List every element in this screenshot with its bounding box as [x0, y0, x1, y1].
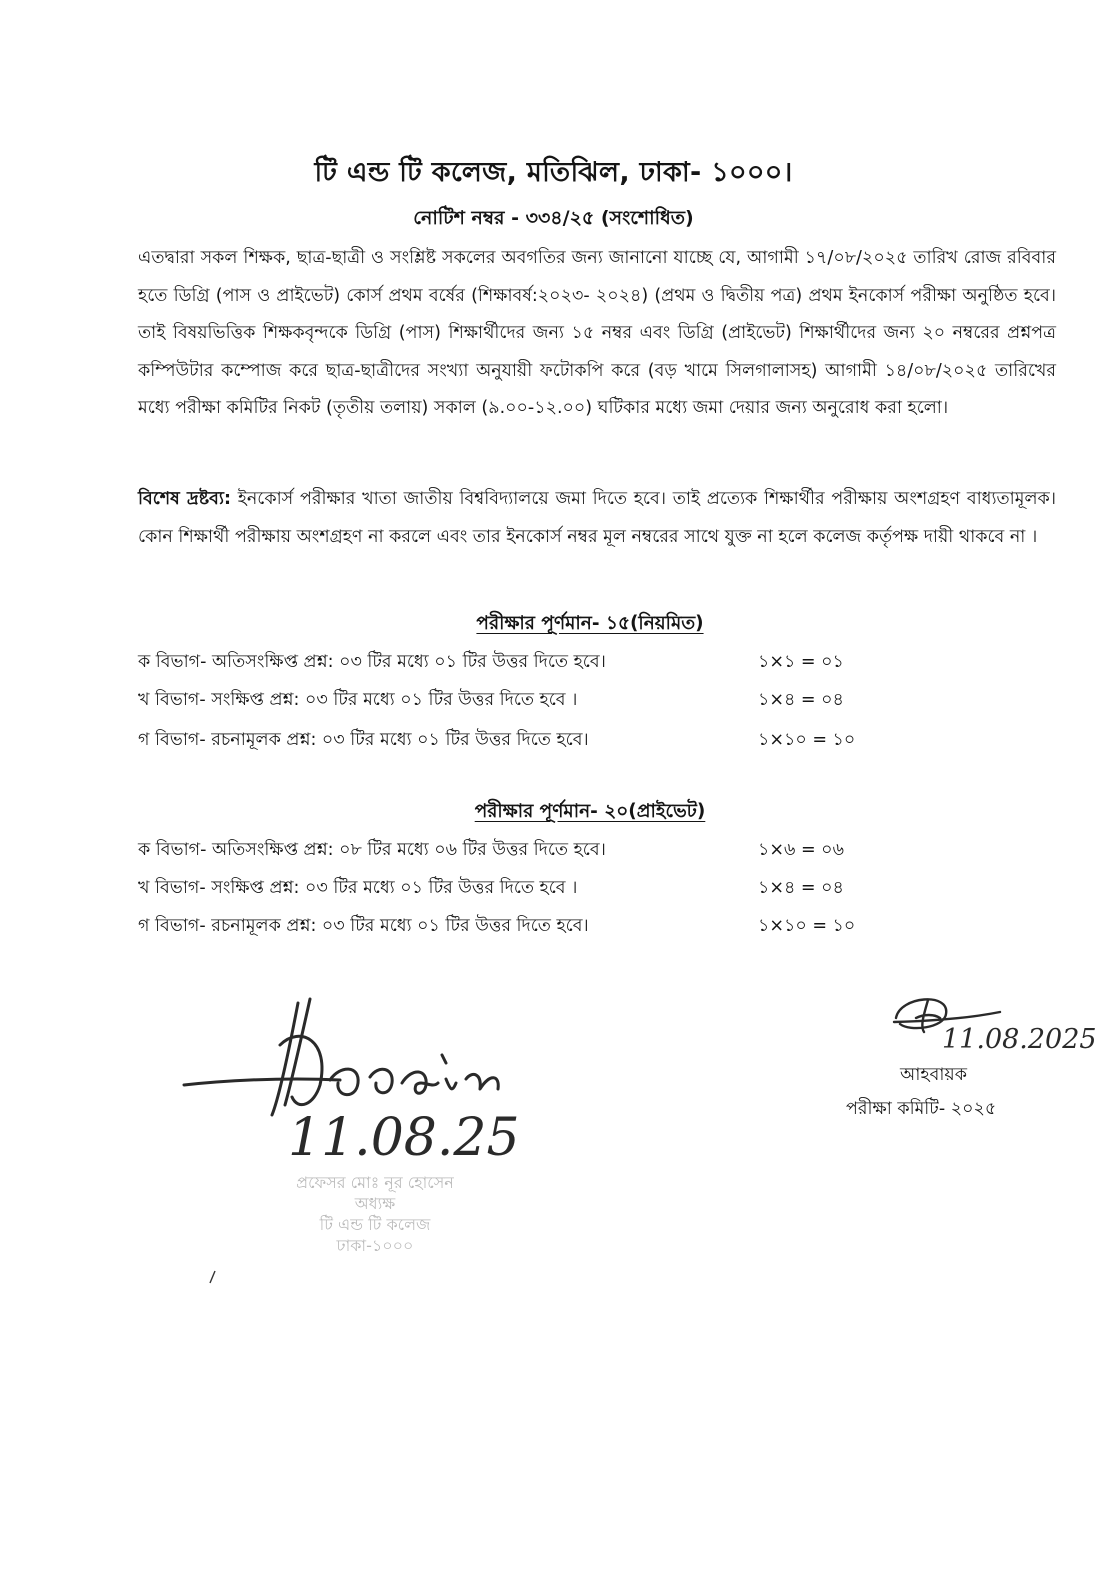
regular-marks-heading: পরীক্ষার পূর্ণমান- ১৫(নিয়মিত) — [476, 613, 704, 634]
regular-marks-ga: ১×১০ = ১০ — [758, 730, 856, 750]
regular-row-ga: গ বিভাগ- রচনামূলক প্রশ্ন: ০৩ টির মধ্যে ০১ টির উত্তর দিতে হবে। — [138, 730, 589, 750]
college-title: টি এন্ড টি কলেজ, মতিঝিল, ঢাকা- ১০০০। — [314, 157, 793, 188]
special-note — [138, 481, 1056, 556]
principal-signature — [180, 985, 550, 1175]
private-marks-heading: পরীক্ষার পূর্ণমান- ২০(প্রাইভেট) — [474, 801, 706, 822]
regular-marks-ka: ১×১ = ০১ — [758, 652, 844, 672]
convener-signature — [890, 988, 1100, 1058]
exam-committee: পরীক্ষা কমিটি- ২০২৫ — [846, 1099, 997, 1119]
seal-line-city: ঢাকা-১০০০ — [336, 1236, 414, 1255]
notice-number: নোটিশ নম্বর - ৩৩৪/২৫ (সংশোধিত) — [413, 207, 694, 229]
stray-mark — [208, 1270, 218, 1284]
regular-marks-kha: ১×৪ = ০৪ — [758, 690, 844, 710]
principal-seal — [255, 1172, 495, 1262]
private-row-ga: গ বিভাগ- রচনামূলক প্রশ্ন: ০৩ টির মধ্যে ০১ টির উত্তর দিতে হবে। — [138, 916, 589, 936]
special-note-label: বিশেষ দ্রষ্টব্য: — [138, 489, 231, 509]
private-row-kha: খ বিভাগ- সংক্ষিপ্ত প্রশ্ন: ০৩ টির মধ্যে ০১ টির উত্তর দিতে হবে । — [138, 878, 578, 898]
private-row-ka: ক বিভাগ- অতিসংক্ষিপ্ত প্রশ্ন: ০৮ টির মধ্যে ০৬ টির উত্তর দিতে হবে। — [138, 840, 606, 860]
regular-row-ka: ক বিভাগ- অতিসংক্ষিপ্ত প্রশ্ন: ০৩ টির মধ্যে ০১ টির উত্তর দিতে হবে। — [138, 652, 606, 672]
private-marks-kha: ১×৪ = ০৪ — [758, 878, 844, 898]
principal-signature-date: 11.08.25 — [288, 1108, 520, 1168]
seal-line-college: টি এন্ড টি কলেজ — [319, 1215, 431, 1234]
seal-line-name: প্রফেসর মোঃ নূর হোসেন — [296, 1173, 454, 1192]
convener-title: আহবায়ক — [900, 1065, 967, 1085]
convener-signature-date: 11.08.2025 — [942, 1024, 1097, 1055]
special-note-text: ইনকোর্স পরীক্ষার খাতা জাতীয় বিশ্ববিদ্যালয়ে জমা দিতে হবে। তাই প্রত্যেক শিক্ষার্থীর পরীক্ষায় অংশগ্রহণ বাধ্যতামূলক। কোন শিক্ষার্থী পরীক্ষায় অংশগ্রহণ না করলে এবং তার ইনকোর্স নম্বর মূল নম্বরের সাথে যুক্ত না হলে কলেজ কর্তৃপক্ষ দায়ী থাকবে না । — [138, 489, 1057, 547]
regular-row-kha: খ বিভাগ- সংক্ষিপ্ত প্রশ্ন: ০৩ টির মধ্যে ০১ টির উত্তর দিতে হবে । — [138, 690, 578, 710]
notice-paragraph: এতদ্বারা সকল শিক্ষক, ছাত্র-ছাত্রী ও সংশ্লিষ্ট সকলের অবগতির জন্য জানানো যাচ্ছে যে, আগামী ১৭/০৮/২০২৫ তারিখ রোজ রবিবার হতে ডিগ্রি (পাস ও প্রাইভেট) কোর্স প্রথম বর্ষের (শিক্ষাবর্ষ:২০২৩- ২০২৪) (প্রথম ও দ্বিতীয় পত্র) প্রথম ইনকোর্স পরীক্ষা অনুষ্ঠিত হবে। তাই বিষয়ভিত্তিক শিক্ষকবৃন্দকে ডিগ্রি (পাস) শিক্ষার্থীদের জন্য ১৫ নম্বর এবং ডিগ্রি (প্রাইভেট) শিক্ষার্থীদের জন্য ২০ নম্বরের প্রশ্নপত্র কম্পিউটার কম্পোজ করে ছাত্র-ছাত্রীদের সংখ্যা অনুযায়ী ফটোকপি করে (বড় খামে সিলগালাসহ) আগামী ১৪/০৮/২০২৫ তারিখের মধ্যে পরীক্ষা কমিটির নিকট (তৃতীয় তলায়) সকাল (৯.০০-১২.০০) ঘটিকার মধ্যে জমা দেয়ার জন্য অনুরোধ করা হলো। — [138, 248, 1056, 418]
private-marks-ka: ১×৬ = ০৬ — [758, 840, 844, 860]
private-marks-ga: ১×১০ = ১০ — [758, 916, 856, 936]
seal-line-designation: অধ্যক্ষ — [354, 1194, 396, 1213]
